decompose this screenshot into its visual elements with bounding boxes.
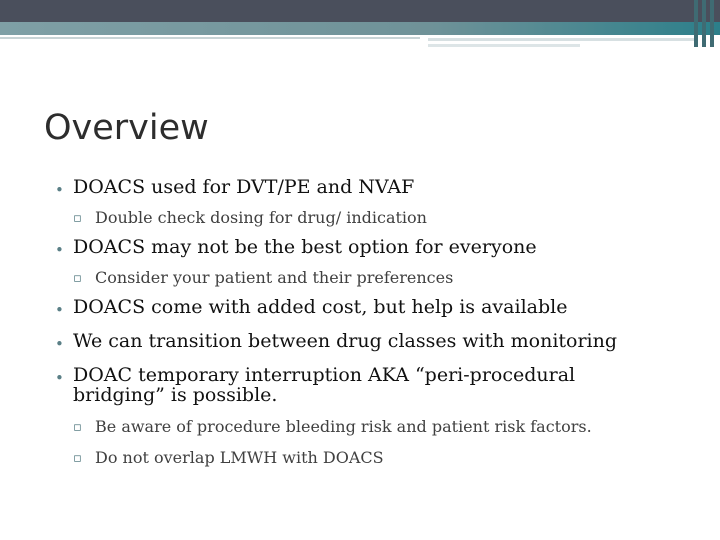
sub-bullet-text: Be aware of procedure bleeding risk and patient risk factors. [95, 416, 592, 436]
bullet-item [55, 332, 675, 352]
bullet-icon: • [55, 335, 64, 353]
sub-bullet-icon: ▫ [73, 419, 82, 435]
header-rule [428, 38, 694, 41]
bullet-icon: • [55, 240, 64, 259]
bullet-text: DOACS come with added cost, but help is available [73, 296, 568, 319]
sub-bullet-text: Double check dosing for drug/ indication [95, 207, 427, 227]
slide-title: Overview [44, 108, 209, 148]
bullet-text: DOACS may not be the best option for everyone [73, 235, 537, 258]
header-corner-stripe [694, 0, 698, 47]
bullet-item [55, 298, 675, 318]
sub-bullet-text: Consider your patient and their preferences [95, 268, 454, 288]
sub-bullet-item [73, 269, 675, 287]
sub-bullet-item [73, 209, 675, 227]
sub-bullet-icon: ▫ [73, 210, 82, 226]
header-dark-band [0, 0, 720, 22]
sub-bullet-item [73, 418, 675, 436]
bullet-item [55, 235, 675, 259]
bullet-text: DOAC temporary interruption AKA “peri-procedural bridging” is possible. [73, 363, 576, 406]
header-corner-stripe [702, 0, 706, 47]
bullet-text: We can transition between drug classes with monitoring [73, 330, 618, 352]
bullet-icon: • [55, 181, 64, 199]
bullet-item [55, 363, 633, 406]
bullet-icon: • [55, 301, 64, 320]
header-corner-stripe [710, 0, 714, 47]
header-teal-band [0, 22, 720, 35]
bullet-list [55, 174, 675, 467]
header-rule [0, 37, 420, 39]
bullet-item [55, 178, 675, 198]
sub-bullet-icon: ▫ [73, 271, 82, 287]
header-rule [428, 44, 580, 47]
sub-bullet-item [73, 449, 675, 467]
bullet-text: DOACS used for DVT/PE and NVAF [73, 176, 415, 198]
sub-bullet-text: Do not overlap LMWH with DOACS [95, 448, 384, 468]
bullet-icon: • [55, 368, 64, 387]
sub-bullet-icon: ▫ [73, 451, 82, 467]
